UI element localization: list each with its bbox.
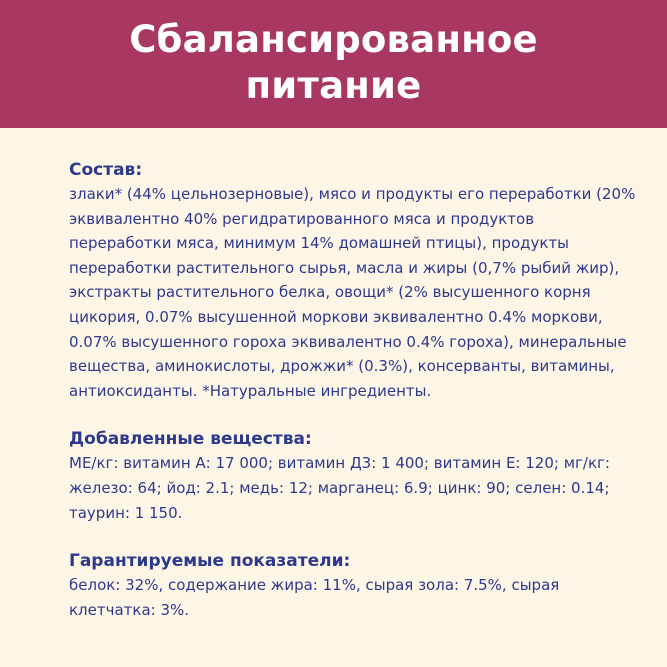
section-text-composition: злаки* (44% цельнозерновые), мясо и продукты его переработки (20% эквивалентно 40% регидратированного мяса и продуктов переработки мяса, минимум 14% домашней птицы), продукты переработки растительного сырья, масла и жиры (0,7% рыбий жир), экстракты растительного белка, овощи* (2% высушенного корня цикория, 0.07% высушенной моркови эквивалентно 0.4% моркови, 0.07% высушенного гороха эквивалентно 0.4% гороха), минеральные вещества, аминокислоты, дрожжи* (0.3%), консерванты, витамины, антиоксиданты. *Натуральные ингредиенты. — [69, 185, 636, 400]
section-composition — [69, 158, 649, 403]
section-additives — [69, 427, 649, 525]
section-guaranteed-analysis — [69, 549, 649, 622]
page-title: Сбалансированное питание — [129, 18, 538, 107]
content-area — [69, 158, 649, 622]
section-heading-composition: Состав: — [69, 160, 143, 180]
section-text-additives: МЕ/кг: витамин А: 17 000; витамин Д3: 1 400; витамин Е: 120; мг/кг: железо: 64; йод: 2.1; медь: 12; марганец: 6.9; цинк: 90; селен: 0.14; таурин: 1 150. — [69, 454, 610, 522]
section-text-guaranteed-analysis: белок: 32%, содержание жира: 11%, сырая зола: 7.5%, сырая клетчатка: 3%. — [69, 576, 560, 619]
section-heading-guaranteed-analysis: Гарантируемые показатели: — [69, 551, 351, 572]
header-banner — [0, 0, 667, 128]
section-heading-additives: Добавленные вещества: — [69, 429, 312, 450]
